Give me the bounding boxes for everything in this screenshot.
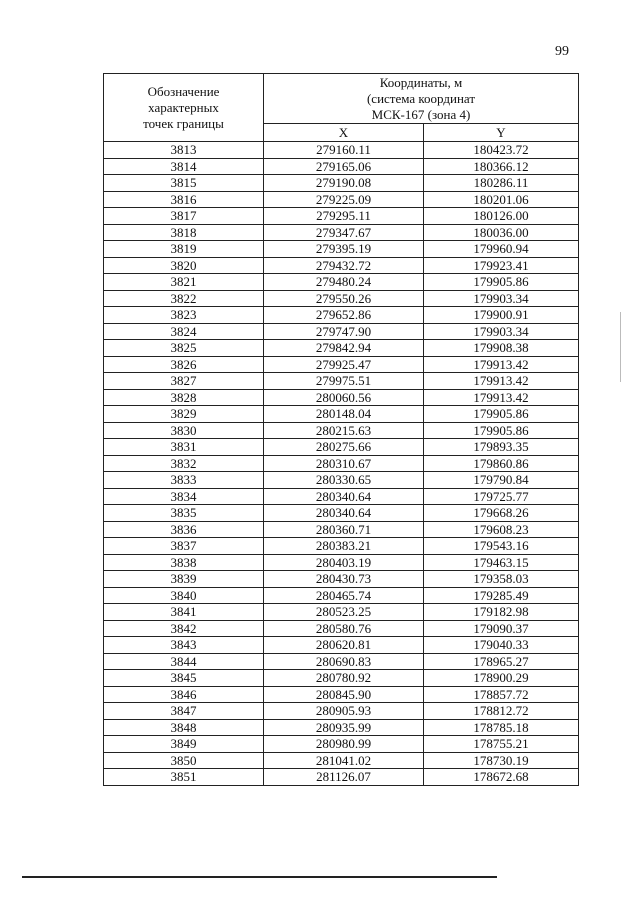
x-value-cell: 280905.93 [264, 703, 424, 720]
x-value-cell: 279432.72 [264, 257, 424, 274]
x-value-cell: 279347.67 [264, 224, 424, 241]
x-value-cell: 279160.11 [264, 142, 424, 159]
point-number-cell: 3813 [104, 142, 264, 159]
point-number-cell: 3833 [104, 472, 264, 489]
table-row [104, 142, 579, 159]
x-value-cell: 280060.56 [264, 389, 424, 406]
x-value-cell: 280360.71 [264, 521, 424, 538]
point-number-cell: 3848 [104, 719, 264, 736]
y-value-cell: 179903.34 [424, 323, 579, 340]
y-value-cell: 178755.21 [424, 736, 579, 753]
point-number-cell: 3837 [104, 538, 264, 555]
table-row [104, 340, 579, 357]
x-value-cell: 280403.19 [264, 554, 424, 571]
x-value-cell: 280148.04 [264, 406, 424, 423]
table-row [104, 422, 579, 439]
coordinates-table [103, 73, 579, 786]
header-coords-line: Координаты, м [379, 75, 463, 90]
y-value-cell: 178785.18 [424, 719, 579, 736]
scan-artifact [620, 312, 621, 382]
table-row [104, 703, 579, 720]
point-number-cell: 3816 [104, 191, 264, 208]
y-value-cell: 179668.26 [424, 505, 579, 522]
y-value-cell: 179358.03 [424, 571, 579, 588]
point-number-cell: 3836 [104, 521, 264, 538]
point-number-cell: 3817 [104, 208, 264, 225]
y-value-cell: 180036.00 [424, 224, 579, 241]
x-value-cell: 279165.06 [264, 158, 424, 175]
coordinates-header [264, 74, 579, 124]
y-value-cell: 179893.35 [424, 439, 579, 456]
point-number-cell: 3814 [104, 158, 264, 175]
y-value-cell: 180423.72 [424, 142, 579, 159]
table-row [104, 307, 579, 324]
point-number-cell: 3842 [104, 620, 264, 637]
y-value-cell: 179908.38 [424, 340, 579, 357]
table-row [104, 323, 579, 340]
table-row [104, 637, 579, 654]
x-value-cell: 279842.94 [264, 340, 424, 357]
table-row [104, 455, 579, 472]
y-value-cell: 180366.12 [424, 158, 579, 175]
point-number-cell: 3819 [104, 241, 264, 258]
x-value-cell: 280275.66 [264, 439, 424, 456]
x-value-cell: 279747.90 [264, 323, 424, 340]
y-value-cell: 178812.72 [424, 703, 579, 720]
y-value-cell: 179182.98 [424, 604, 579, 621]
point-number-cell: 3831 [104, 439, 264, 456]
page-number: 99 [555, 44, 569, 59]
y-value-cell: 178730.19 [424, 752, 579, 769]
table-row [104, 571, 579, 588]
x-value-cell: 279190.08 [264, 175, 424, 192]
table-row [104, 752, 579, 769]
x-value-cell: 279480.24 [264, 274, 424, 291]
point-number-cell: 3824 [104, 323, 264, 340]
x-value-cell: 280383.21 [264, 538, 424, 555]
point-number-cell: 3845 [104, 670, 264, 687]
table-row [104, 175, 579, 192]
y-value-cell: 179900.91 [424, 307, 579, 324]
table-row [104, 620, 579, 637]
table-row [104, 587, 579, 604]
y-value-cell: 179905.86 [424, 274, 579, 291]
x-column-header: X [264, 124, 424, 142]
point-number-cell: 3850 [104, 752, 264, 769]
x-value-cell: 280780.92 [264, 670, 424, 687]
y-value-cell: 179790.84 [424, 472, 579, 489]
point-number-cell: 3834 [104, 488, 264, 505]
point-number-cell: 3826 [104, 356, 264, 373]
y-value-cell: 179905.86 [424, 406, 579, 423]
y-value-cell: 179913.42 [424, 356, 579, 373]
point-number-cell: 3849 [104, 736, 264, 753]
table-row [104, 373, 579, 390]
point-number-cell: 3823 [104, 307, 264, 324]
y-value-cell: 179905.86 [424, 422, 579, 439]
x-value-cell: 280980.99 [264, 736, 424, 753]
y-value-cell: 179960.94 [424, 241, 579, 258]
point-number-cell: 3840 [104, 587, 264, 604]
table-row [104, 274, 579, 291]
y-column-header: Y [424, 124, 579, 142]
x-value-cell: 280690.83 [264, 653, 424, 670]
x-value-cell: 280580.76 [264, 620, 424, 637]
table-row [104, 505, 579, 522]
point-number-cell: 3829 [104, 406, 264, 423]
y-value-cell: 179285.49 [424, 587, 579, 604]
table-row [104, 191, 579, 208]
x-value-cell: 280523.25 [264, 604, 424, 621]
x-value-cell: 280845.90 [264, 686, 424, 703]
point-number-cell: 3830 [104, 422, 264, 439]
point-number-cell: 3821 [104, 274, 264, 291]
y-value-cell: 179860.86 [424, 455, 579, 472]
x-value-cell: 280620.81 [264, 637, 424, 654]
y-value-cell: 179923.41 [424, 257, 579, 274]
header-label-line: Обозначение [147, 83, 220, 99]
y-value-cell: 179543.16 [424, 538, 579, 555]
x-value-cell: 279295.11 [264, 208, 424, 225]
y-value-cell: 180201.06 [424, 191, 579, 208]
x-value-cell: 281126.07 [264, 769, 424, 786]
table-row [104, 208, 579, 225]
y-value-cell: 179903.34 [424, 290, 579, 307]
x-value-cell: 280430.73 [264, 571, 424, 588]
table-row [104, 224, 579, 241]
point-number-cell: 3835 [104, 505, 264, 522]
point-number-cell: 3839 [104, 571, 264, 588]
table-row [104, 439, 579, 456]
table-row [104, 290, 579, 307]
table-row [104, 538, 579, 555]
x-value-cell: 280465.74 [264, 587, 424, 604]
header-coords-line: МСК-167 (зона 4) [371, 107, 471, 122]
y-value-cell: 179463.15 [424, 554, 579, 571]
point-number-cell: 3851 [104, 769, 264, 786]
y-value-cell: 179040.33 [424, 637, 579, 654]
point-number-cell: 3838 [104, 554, 264, 571]
x-value-cell: 279925.47 [264, 356, 424, 373]
point-number-cell: 3825 [104, 340, 264, 357]
table-row [104, 670, 579, 687]
x-value-cell: 280340.64 [264, 488, 424, 505]
y-value-cell: 178900.29 [424, 670, 579, 687]
table-row [104, 686, 579, 703]
table-row [104, 653, 579, 670]
header-label-line: точек границы [143, 115, 224, 131]
table-row [104, 356, 579, 373]
x-value-cell: 280330.65 [264, 472, 424, 489]
y-value-cell: 179608.23 [424, 521, 579, 538]
table-row [104, 488, 579, 505]
table-row [104, 736, 579, 753]
point-number-cell: 3828 [104, 389, 264, 406]
point-number-cell: 3846 [104, 686, 264, 703]
y-value-cell: 178965.27 [424, 653, 579, 670]
x-value-cell: 279652.86 [264, 307, 424, 324]
x-value-cell: 280310.67 [264, 455, 424, 472]
x-value-cell: 281041.02 [264, 752, 424, 769]
point-number-cell: 3827 [104, 373, 264, 390]
point-number-cell: 3832 [104, 455, 264, 472]
table-row [104, 769, 579, 786]
x-value-cell: 280935.99 [264, 719, 424, 736]
table-row [104, 604, 579, 621]
y-value-cell: 179090.37 [424, 620, 579, 637]
point-number-cell: 3844 [104, 653, 264, 670]
table-row [104, 158, 579, 175]
table-row [104, 719, 579, 736]
y-value-cell: 179913.42 [424, 389, 579, 406]
footer-rule [22, 876, 497, 878]
table-row [104, 257, 579, 274]
point-number-cell: 3847 [104, 703, 264, 720]
header-label-line: характерных [148, 99, 219, 115]
table-row [104, 389, 579, 406]
point-number-cell: 3820 [104, 257, 264, 274]
point-number-cell: 3841 [104, 604, 264, 621]
x-value-cell: 280340.64 [264, 505, 424, 522]
point-number-cell: 3815 [104, 175, 264, 192]
point-number-cell: 3843 [104, 637, 264, 654]
x-value-cell: 279975.51 [264, 373, 424, 390]
point-designation-header [104, 74, 264, 142]
y-value-cell: 180286.11 [424, 175, 579, 192]
table-row [104, 472, 579, 489]
table-row [104, 554, 579, 571]
y-value-cell: 178672.68 [424, 769, 579, 786]
point-number-cell: 3818 [104, 224, 264, 241]
x-value-cell: 280215.63 [264, 422, 424, 439]
x-value-cell: 279550.26 [264, 290, 424, 307]
y-value-cell: 178857.72 [424, 686, 579, 703]
table-row [104, 521, 579, 538]
table-row [104, 406, 579, 423]
x-value-cell: 279225.09 [264, 191, 424, 208]
table-row [104, 241, 579, 258]
y-value-cell: 179913.42 [424, 373, 579, 390]
header-coords-line: (система координат [366, 91, 476, 106]
x-value-cell: 279395.19 [264, 241, 424, 258]
y-value-cell: 180126.00 [424, 208, 579, 225]
y-value-cell: 179725.77 [424, 488, 579, 505]
point-number-cell: 3822 [104, 290, 264, 307]
